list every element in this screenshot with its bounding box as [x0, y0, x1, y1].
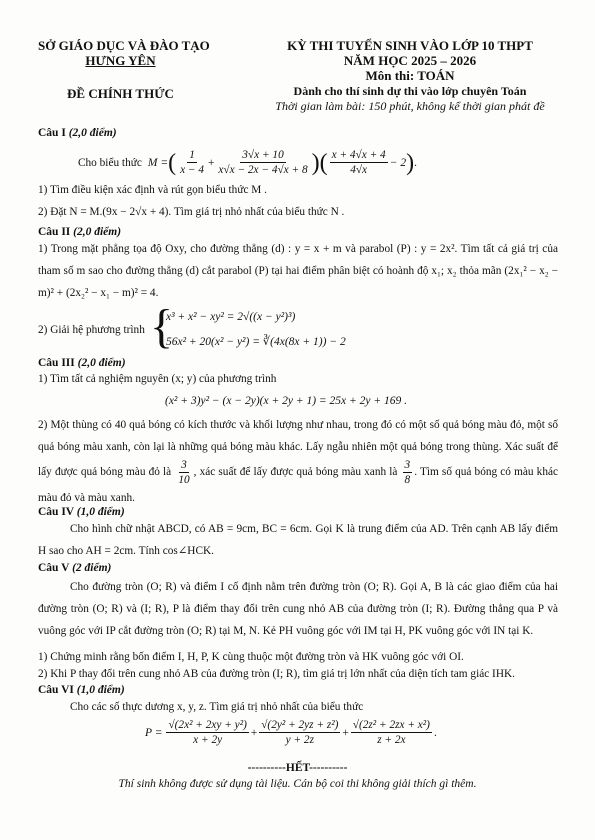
q5-body: Cho đường tròn (O; R) và điểm I cố định nằm trên đường tròn (O; R). Gọi A, B là các giao điểm của hai đường tròn (O; R) và (I; R), P là điểm thay đổi trên cung nhỏ AB của đường tròn (I; R). Đường thẳng qua P và vuông góc với IP cắt đường tròn (O; R) tại M, N. Kẻ PH vuông góc với IM tại H, PK vuông góc với IN tại K. [38, 581, 558, 637]
q3-part-2-c: . Tìm số quả bóng có màu khác màu đỏ và màu xanh. [38, 466, 558, 504]
q3-part-2-a: 2) Một thùng có 40 quả bóng có kích thước và khối lượng như nhau, trong đó có một số quả bóng màu đỏ, một số quả bóng màu xanh, còn lại là những quả bóng màu khác. Lấy ngẫu nhiên một quả bóng trong thùng. Xác suất để lấy được quả bóng màu đỏ là [38, 419, 558, 479]
official-label: ĐỀ CHÍNH THỨC [67, 86, 174, 101]
q6-term-2: $\frac{\text{√(2y² + 2yz + z²)}}{y + 2z}$ [261, 719, 339, 746]
q1-intro: Cho biểu thức [78, 156, 142, 169]
q3-equation: (x² + 3)y² − (x − 2y)(x + 2y + 1) = 25x + 2y + 169 . [165, 395, 408, 407]
q1-title: Câu I [38, 127, 66, 139]
end-marker: ----------HẾT---------- [247, 762, 348, 774]
q2-eq-2: 56x² + 20(x² − y²) = ∛(4x(8x + 1)) − 2 [166, 336, 346, 348]
q3-frac-red: $\frac{3}{10}$ [178, 459, 190, 486]
q1-part-1: 1) Tìm điều kiện xác định và rút gọn biểu thức M . [38, 184, 267, 196]
subject: Môn thi: TOÁN [365, 68, 455, 83]
q6-term-3: $\frac{\text{√(2z² + 2zx + x²)}}{z + 2x}$ [352, 719, 430, 746]
q5-title: Câu V [38, 562, 70, 574]
q3-heading [38, 357, 126, 369]
system-brace: { [150, 300, 174, 353]
q5-points: (2 điểm) [72, 562, 112, 574]
q2-title: Câu II [38, 226, 71, 238]
q3-part-2-b: , xác suất để lấy được quả bóng màu xanh là [193, 466, 398, 479]
q1-lhs: M = [147, 156, 169, 169]
q5-part-1: 1) Chứng minh rằng bốn điểm I, H, P, K cùng thuộc một đường tròn và HK vuông góc với OI. [38, 651, 464, 663]
q3-points: (2,0 điểm) [77, 357, 126, 369]
q3-frac-blue: $\frac{3}{8}$ [404, 459, 411, 486]
department-name: SỞ GIÁO DỤC VÀ ĐÀO TẠO [38, 38, 210, 53]
q1-part-2: 2) Đặt N = M.(9x − 2√x + 4). Tìm giá trị nhỏ nhất của biểu thức N . [38, 206, 345, 218]
q1-points: (2,0 điểm) [68, 127, 117, 139]
q4-heading [38, 506, 125, 518]
q4-title: Câu IV [38, 506, 74, 518]
q2-heading [38, 226, 121, 238]
q1-heading [38, 127, 117, 139]
exam-time: Thời gian làm bài: 150 phút, không kể thời gian phát đề [275, 99, 545, 113]
q2-eq-1: x³ + x² − xy² = 2√((x − y²)³) [166, 311, 296, 323]
exam-target: Dành cho thí sinh dự thi vào lớp chuyên Toán [293, 84, 527, 98]
q2-part-1: 1) Trong mặt phẳng tọa độ Oxy, cho đường thẳng (d) : y = x + m và parabol (P) : y = 2x². Tìm tất cả giá trị của tham số m sao cho đường thẳng (d) cắt parabol (P) tại hai điểm phân biệt có hoành độ x₁; x₂ thỏa mãn (2x₁² − x₂ − m)² + (2x₂² − x₁ − m)² = 4. [38, 243, 558, 299]
q1-tail: − 2 [389, 156, 407, 169]
q5-heading [38, 562, 111, 574]
q6-lhs: P = [145, 726, 163, 739]
exam-title: KỲ THI TUYỂN SINH VÀO LỚP 10 THPT [287, 38, 533, 53]
q1-frac-2: $\frac{3√x + 10}{x√x - 2x - 4√x + 8}$ [218, 149, 308, 176]
q4-body: Cho hình chữ nhật ABCD, có AB = 9cm, BC = 6cm. Gọi K là trung điểm của AD. Trên cạnh AB lấy điểm H sao cho AH = 2cm. Tính cos∠HCK. [38, 523, 558, 557]
q1-frac-1: $\frac{1}{x - 4}$ [180, 149, 205, 176]
province-name: HƯNG YÊN [85, 53, 156, 68]
q6-expression: P = $\frac{\text{√(2x² + 2xy + y²)}}{x + 2y}$ + $\frac{\text{√(2y² + 2yz + z²)}}{y + 2z}$ + $\frac{\text{√(2z² + 2zx + x²)}}{z + 2x}$ . [145, 719, 437, 746]
q2-points: (2,0 điểm) [73, 226, 122, 238]
q3-part-1: 1) Tìm tất cả nghiệm nguyên (x; y) của phương trình [38, 373, 277, 385]
q4-points: (1,0 điểm) [76, 506, 125, 518]
q6-title: Câu VI [38, 684, 74, 696]
q2-part-2-label: 2) Giải hệ phương trình [38, 324, 145, 336]
q3-title: Câu III [38, 357, 75, 369]
q1-expression: Cho biểu thức M = ( $\frac{1}{x - 4}$ + $\frac{3√x + 10}{x√x - 2x - 4√x + 8}$ ) ( $\frac{x + 4√x + 4}{4√x}$ − 2 ) . [78, 149, 417, 176]
q6-term-1: $\frac{\text{√(2x² + 2xy + y²)}}{x + 2y}$ [168, 719, 247, 746]
q6-points: (1,0 điểm) [76, 684, 125, 696]
q1-frac-3: $\frac{x + 4√x + 4}{4√x}$ [331, 149, 386, 176]
q6-intro: Cho các số thực dương x, y, z. Tìm giá trị nhỏ nhất của biểu thức [70, 701, 364, 713]
q5-part-2: 2) Khi P thay đổi trên cung nhỏ AB của đường tròn (I; R), tìm giá trị lớn nhất của diện tích tam giác IHK. [38, 668, 515, 680]
school-year: NĂM HỌC 2025 – 2026 [343, 53, 477, 68]
footer-note: Thí sinh không được sử dụng tài liệu. Cán bộ coi thi không giải thích gì thêm. [118, 778, 477, 790]
q6-heading [38, 684, 125, 696]
q3-part-2 [38, 414, 558, 509]
